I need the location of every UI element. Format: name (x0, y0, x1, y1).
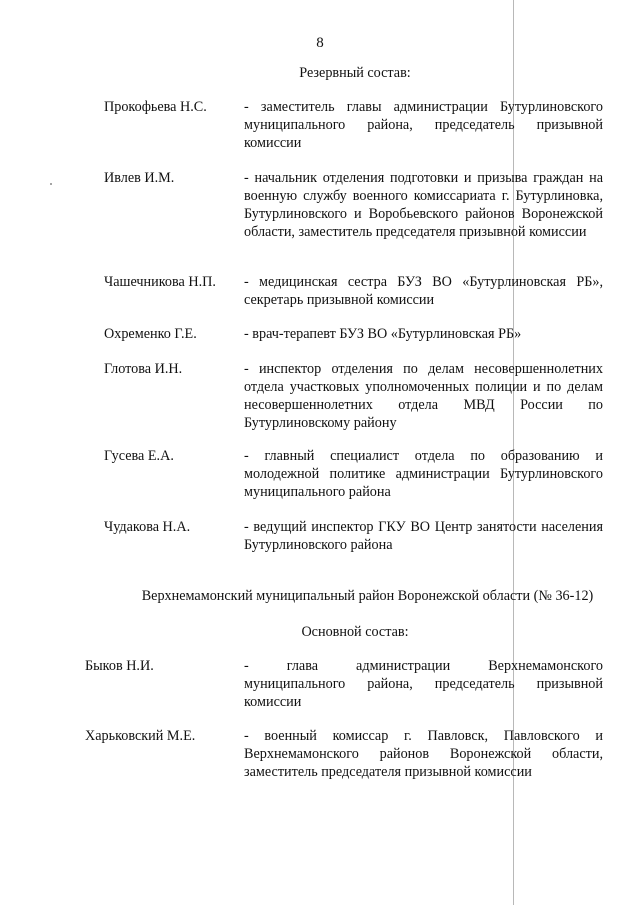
main-heading: Основной состав: (301, 624, 409, 640)
member-role: - заместитель главы администрации Бутурлиновского муниципального района, председатель призывной комиссии (244, 99, 603, 151)
page-number: 8 (316, 35, 324, 51)
member-role: - главный специалист отдела по образованию и молодежной политике администрации Бутурлиновского муниципального района (244, 448, 603, 500)
member-name: Быков Н.И. (85, 658, 154, 674)
district-title: Верхнемамонский муниципальный район Воронежской области (№ 36-12) (141, 588, 594, 604)
member-name: Чудакова Н.А. (104, 519, 191, 535)
member-name: Чашечникова Н.П. (104, 274, 216, 290)
member-role: - начальник отделения подготовки и призыва граждан на военную службу военного комиссариата г. Бутурлиновка, Бутурлиновского и Воробьевского районов Воронежской области, заместитель председателя призывной комиссии (244, 170, 603, 240)
member-role: - врач-терапевт БУЗ ВО «Бутурлиновская РБ» (244, 326, 522, 342)
member-name: Харьковский М.Е. (85, 728, 196, 744)
member-role: - инспектор отделения по делам несовершеннолетних отдела участковых уполномоченных полиции и по делам несовершеннолетних отдела МВД России по Бутурлиновскому району (244, 361, 603, 431)
member-name: Глотова И.Н. (104, 361, 183, 377)
member-role: - ведущий инспектор ГКУ ВО Центр занятости населения Бутурлиновского района (244, 519, 603, 553)
scan-speck (50, 183, 52, 185)
member-role: - медицинская сестра БУЗ ВО «Бутурлиновская РБ», секретарь призывной комиссии (244, 274, 603, 308)
reserve-heading: Резервный состав: (299, 65, 411, 81)
member-role: - военный комиссар г. Павловск, Павловского и Верхнемамонского районов Воронежской области, заместитель председателя призывной комиссии (244, 728, 603, 780)
member-role: - глава администрации Верхнемамонского муниципального района, председатель призывной комиссии (244, 658, 603, 710)
member-name: Ивлев И.М. (104, 170, 175, 186)
member-name: Охременко Г.Е. (104, 326, 197, 342)
member-name: Гусева Е.А. (104, 448, 174, 464)
member-name: Прокофьева Н.С. (104, 99, 207, 115)
